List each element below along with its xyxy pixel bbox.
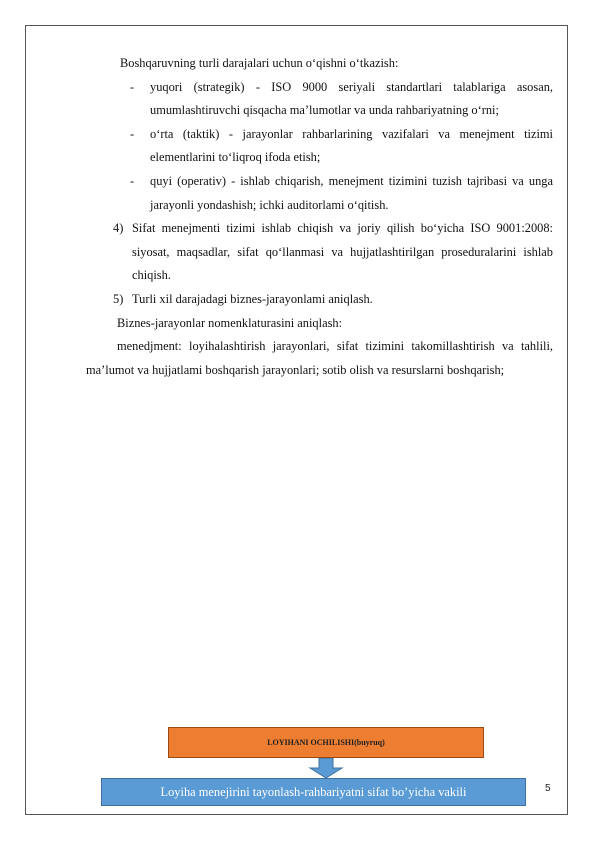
dash-marker: - — [130, 173, 135, 188]
number-marker: 5) — [113, 291, 124, 306]
project-manager-box: Loyiha menejirini tayonlash-rahbariyatni sifat bo’yicha vakili — [101, 778, 526, 806]
number-marker: 4) — [113, 221, 124, 236]
bullet-text: quyi (operativ) - ishlab chiqarish, menejment tizimini tuzish tajribasi va unga jarayonli yondashish; ichki auditorlami o‘qitish. — [150, 173, 553, 212]
numbered-item-4 — [86, 217, 553, 288]
bullet-text: o‘rta (taktik) - jarayonlar rahbarlarining vazifalari va menejment tizimi elementlarini to‘liqroq ifoda etish; — [150, 126, 553, 165]
subheading: Biznes-jarayonlar nomenklaturasini aniqlash: — [117, 315, 343, 330]
intro-line: Boshqaruvning turli darajalari uchun o‘qishni o‘tkazish: — [120, 56, 399, 70]
down-arrow-icon — [308, 758, 344, 778]
bullet-tactical — [86, 123, 553, 170]
numbered-item-5 — [86, 288, 553, 312]
bullet-strategic — [86, 76, 553, 123]
numbered-text: Sifat menejmenti tizimi ishlab chiqish va joriy qilish bo‘yicha ISO 9001:2008: siyosat, maqsadlar, sifat qo‘llanmasi va hujjatlashtirilgan proseduralarini ishlab chiqish. — [132, 221, 553, 283]
bullet-text: yuqori (strategik) - ISO 9000 seriyali standartlari talablariga asosan, umumlashtiruvchi qisqacha ma’lumotlar va unda rahbariyatning o‘rni; — [150, 79, 553, 118]
dash-marker: - — [130, 126, 135, 141]
management-paragraph: menedjment: loyihalashtirish jarayonlari, sifat tizimini takomillashtirish va tahlili, ma’lumot va hujjatlami boshqarish jarayonlari; sotib olish va resurslarni boshqarish; — [86, 339, 553, 377]
bullet-operative — [86, 170, 553, 217]
dash-marker: - — [130, 79, 135, 94]
project-opening-box: LOYIHANI OCHILISHI(buyruq) — [168, 727, 484, 758]
numbered-text: Turli xil darajadagi biznes-jarayonlami aniqlash. — [132, 291, 373, 306]
document-body — [86, 52, 553, 382]
page-number: 5 — [545, 783, 551, 794]
